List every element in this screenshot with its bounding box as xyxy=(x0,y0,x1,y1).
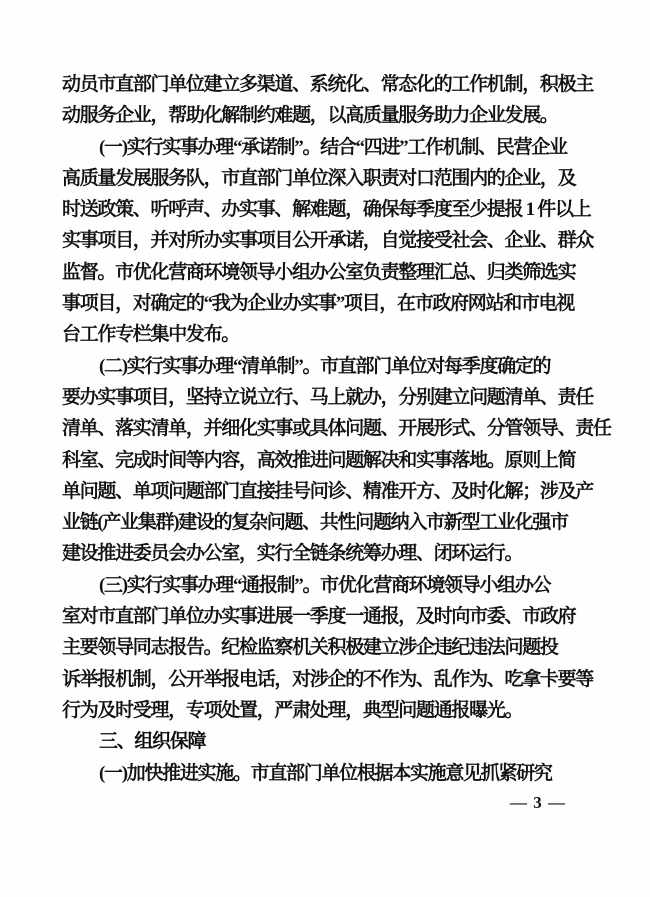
text-line: (一)实行实事办理“承诺制”。结合“四进”工作机制、民营企业 xyxy=(99,136,567,158)
page-number: — 3 — xyxy=(510,793,566,812)
text-line: 台工作专栏集中发布。 xyxy=(62,324,240,346)
paragraph xyxy=(62,132,594,351)
text-line: 主要领导同志报告。纪检监察机关积极建立涉企违纪违法问题投 xyxy=(62,637,558,659)
text-line: 建设推进委员会办公室，实行全链条统筹办理、闭环运行。 xyxy=(62,543,523,565)
paragraph xyxy=(62,69,594,132)
text-line: 室对市直部门单位办实事进展一季度一通报，及时向市委、市政府 xyxy=(62,606,576,628)
text-line: 动服务企业，帮助化解制约难题，以高质量服务助力企业发展。 xyxy=(62,105,558,127)
paragraph xyxy=(62,570,594,726)
text-line: 科室、完成时间等内容，高效推进问题解决和实事落地。原则上简 xyxy=(62,449,576,471)
text-line: 单问题、单项问题部门直接挂号问诊、精准开方、及时化解；涉及产 xyxy=(62,480,594,502)
paragraph xyxy=(62,758,590,789)
section-heading: 三、组织保障 xyxy=(99,731,206,753)
text-line: 动员市直部门单位建立多渠道、系统化、常态化的工作机制，积极主 xyxy=(62,74,594,95)
text-line: 监督。市优化营商环境领导小组办公室负责整理汇总、归类筛选实 xyxy=(62,261,576,283)
text-line: (一)加快推进实施。市直部门单位根据本实施意见抓紧研究 xyxy=(99,762,552,784)
text-line: 诉举报机制，公开举报电话，对涉企的不作为、乱作为、吃拿卡要等 xyxy=(62,668,594,690)
paragraph xyxy=(62,351,611,570)
text-line: 实事项目，并对所办实事项目公开承诺，自觉接受社会、企业、群众 xyxy=(62,230,594,252)
text-line: (三)实行实事办理“通报制”。市优化营商环境领导小组办公 xyxy=(99,574,551,596)
text-line: 要办实事项目，坚持立说立行、马上就办，分别建立问题清单、责任 xyxy=(62,386,594,408)
section xyxy=(62,726,590,757)
text-line: 时送政策、听呼声、办实事、解难题，确保每季度至少提报 1 件以上 xyxy=(62,199,591,221)
document-body xyxy=(62,69,611,789)
text-line: 高质量发展服务队，市直部门单位深入职责对口范围内的企业，及 xyxy=(62,167,576,189)
text-line: (二)实行实事办理“清单制”。市直部门单位对每季度确定的 xyxy=(99,355,551,377)
text-line: 清单、落实清单，并细化实事或具体问题、开展形式、分管领导、责任 xyxy=(62,418,611,440)
text-line: 行为及时受理，专项处置，严肃处理，典型问题通报曝光。 xyxy=(62,699,523,721)
text-line: 事项目，对确定的“我为企业办实事”项目，在市政府网站和市电视 xyxy=(62,293,575,315)
text-line: 业链(产业集群)建设的复杂问题、共性问题纳入市新型工业化强市 xyxy=(62,512,568,534)
